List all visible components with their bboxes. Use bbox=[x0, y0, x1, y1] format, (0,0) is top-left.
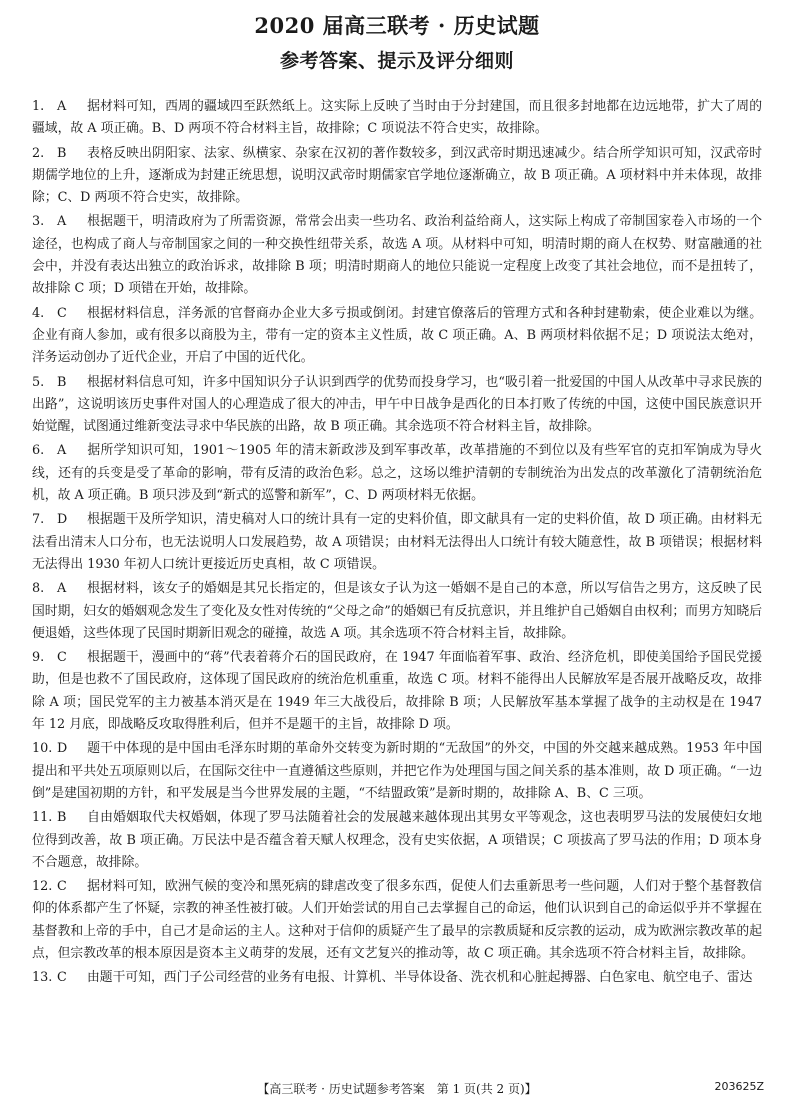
answer-letter: A bbox=[57, 99, 67, 114]
question-number: 10. bbox=[32, 741, 53, 757]
answer-explanation: 根据材料信息可知，许多中国知识分子认识到西学的优势而投身学习，也“吸引着一批爱国的中国人从改革中寻求民族的出路”，这说明该历史事件对国人的心理造成了很大的冲击，甲午中日战争是西化的日本打败了传统的中国，这使中国民族意识开始觉醒，试图通过维新变法寻求中华民族的出路，故 B 项正确。其余选项不符合材料主旨，故排除。 bbox=[32, 374, 762, 435]
footer-code: 203625Z bbox=[714, 1080, 764, 1093]
answer-letter: D bbox=[57, 512, 68, 528]
answer-letter: C bbox=[57, 970, 67, 986]
question-number: 11. bbox=[32, 810, 53, 826]
answer-explanation: 题干中体现的是中国由毛泽东时期的革命外交转变为新时期的“无敌国”的外交，中国的外交越来越成熟。1953 年中国提出和平共处五项原则以后，在国际交往中一直遵循这些原则，并把它作为处理国与国之间关系的基本准则，故 D 项正确。“一边倒”是建国初期的方针，和平发展是当今世界发展的主题，“不结盟政策”是新时期的，故排除 A、B、C 三项。 bbox=[32, 741, 762, 801]
answer-letter: C bbox=[57, 650, 67, 666]
answer-item bbox=[32, 509, 762, 576]
answer-item bbox=[32, 876, 762, 965]
question-number: 6. bbox=[32, 443, 45, 459]
answer-item bbox=[32, 96, 762, 141]
answer-explanation: 根据材料信息，洋务派的官督商办企业大多亏损或倒闭。封建官僚落后的管理方式和各种封建勒索，使企业难以为继。企业有商人参加，或有很多以商股为主，带有一定的资本主义性质，故 C 项正确。A、B 两项材料依据不足；D 项说法太绝对，洋务运动创办了近代企业，开启了中国的近代化。 bbox=[32, 305, 762, 366]
question-number: 12. bbox=[32, 879, 53, 895]
answer-item bbox=[32, 578, 762, 645]
answer-item bbox=[32, 211, 762, 300]
question-number: 9. bbox=[32, 650, 45, 666]
footer-page-info: 【高三联考 · 历史试题参考答案 第 1 页(共 2 页)】 bbox=[257, 1082, 537, 1096]
question-number: 3. bbox=[32, 214, 45, 230]
answer-explanation: 表格反映出阴阳家、法家、纵横家、杂家在汉初的著作数较多，到汉武帝时期迅速减少。结合所学知识可知，汉武帝时期儒学地位的上升，逐渐成为封建正统思想，说明汉武帝时期儒家官学地位逐渐确立，故 B 项正确。A 项材料中并未体现，故排除；C、D 两项不符合史实，故排除。 bbox=[32, 145, 762, 206]
answer-letter: C bbox=[57, 305, 67, 321]
question-number: 7. bbox=[32, 512, 45, 528]
answer-item bbox=[32, 303, 762, 370]
answer-item bbox=[32, 143, 762, 210]
answer-list bbox=[32, 96, 762, 992]
answer-explanation: 由题干可知，西门子公司经营的业务有电报、计算机、半导体设备、洗衣机和心脏起搏器、白色家电、航空电子、雷达 bbox=[87, 970, 753, 986]
answer-explanation: 自由婚姻取代夫权婚姻，体现了罗马法随着社会的发展越来越体现出其男女平等观念，这也表明罗马法的发展使妇女地位得到改善，故 B 项正确。万民法中是否蕴含着天赋人权理念，没有史实依据，A 项错误；C 项拔高了罗马法的作用；D 项本身不合题意，故排除。 bbox=[32, 810, 762, 870]
question-number: 8. bbox=[32, 581, 45, 597]
answer-item bbox=[32, 440, 762, 507]
question-number: 5. bbox=[32, 374, 45, 390]
answer-letter: A bbox=[57, 581, 67, 597]
answer-item bbox=[32, 967, 762, 989]
document-subtitle: 参考答案、提示及评分细则 bbox=[279, 50, 514, 72]
answer-item bbox=[32, 738, 762, 805]
answer-letter: B bbox=[57, 374, 67, 390]
answer-explanation: 据所学知识可知，1901～1905 年的清末新政涉及到军事改革，改革措施的不到位以及有些军官的克扣军饷成为导火线，还有的兵变是受了革命的影响，带有反清的政治色彩。总之，这场以维护清朝的专制统治为出发点的改革激化了清朝统治危机，故 A 项正确。B 项只涉及到“新式的巡警和新军”，C、D 两项材料无依据。 bbox=[32, 443, 762, 504]
answer-explanation: 据材料可知，西周的疆域四至跃然纸上。这实际上反映了当时由于分封建国，而且很多封地都在边远地带，扩大了周的疆域，故 A 项正确。B、D 两项不符合材料主旨，故排除；C 项说法不符合史实，故排除。 bbox=[32, 99, 762, 137]
question-number: 2. bbox=[32, 145, 45, 161]
answer-item bbox=[32, 807, 762, 874]
answer-explanation: 根据题干，漫画中的“蒋”代表着蒋介石的国民政府，在 1947 年面临着军事、政治、经济危机，即使美国给予国民党援助，但是也救不了国民政府，这体现了国民政府的统治危机重重，故选 C 项。材料不能得出人民解放军是否展开战略反攻，故排除 A 项；国民党军的主力被基本消灭是在 1949 年三大战役后，故排除 B 项；人民解放军基本掌握了战争的主动权是在 1947 年 12 月底，即战略反攻取得胜利后，但并不是题干的主旨，故排除 D 项。 bbox=[32, 650, 762, 733]
answer-letter: B bbox=[57, 145, 67, 161]
answer-letter: D bbox=[57, 741, 68, 757]
answer-explanation: 根据材料，该女子的婚姻是其兄长指定的，但是该女子认为这一婚姻不是自己的本意，所以写信告之男方，这反映了民国时期，妇女的婚姻观念发生了变化及女性对传统的“父母之命”的婚姻已有反抗意识，并且维护自己婚姻自由权利；而男方知晓后便退婚，这些体现了民国时期新旧观念的碰撞，故选 A 项。其余选项不符合材料主旨，故排除。 bbox=[32, 581, 762, 641]
answer-item bbox=[32, 372, 762, 439]
answer-explanation: 根据题干，明清政府为了所需资源，常常会出卖一些功名、政治利益给商人，这实际上构成了帝制国家卷入市场的一个途径，也构成了商人与帝制国家之间的一种交换性纽带关系，故选 A 项。从材料中可知，明清时期的商人在权势、财富融通的社会中，并没有表达出独立的政治诉求，故排除 B 项；明清时期商人的地位只能说一定程度上改变了其社会地位，而不是扭转了，故排除 C 项；D 项错在开始，故排除。 bbox=[32, 214, 762, 297]
answer-item bbox=[32, 647, 762, 736]
answer-letter: A bbox=[57, 443, 67, 459]
answer-explanation: 据材料可知，欧洲气候的变冷和黑死病的肆虐改变了很多东西，促使人们去重新思考一些问题，人们对于整个基督教信仰的体系都产生了怀疑，宗教的神圣性被打破。人们开始尝试的用自己去掌握自己的命运，他们认识到自己的命运似乎并不掌握在基督教和上帝的手中，自己才是命运的主人。这种对于信仰的质疑产生了最早的宗教质疑和反宗教的运动，成为欧洲宗教改革的起点，但宗教改革的根本原因是资本主义萌芽的发展，还有文艺复兴的推动等，故 C 项正确。其余选项不符合材料主旨，故排除。 bbox=[32, 879, 762, 961]
document-title: 2020 届高三联考 · 历史试题 bbox=[254, 13, 540, 38]
answer-letter: B bbox=[57, 810, 67, 826]
answer-letter: C bbox=[57, 879, 67, 895]
question-number: 13. bbox=[32, 970, 53, 986]
answer-explanation: 根据题干及所学知识，清史稿对人口的统计具有一定的史料价值，即文献具有一定的史料价值，故 D 项正确。由材料无法看出清末人口分布，也无法说明人口发展趋势，故 A 项错误；由材料无法得出人口统计有较大随意性，故 B 项错误；根据材料无法得出 1930 年初人口统计更接近历史真相，故 C 项错误。 bbox=[32, 512, 762, 572]
answer-letter: A bbox=[57, 214, 67, 230]
question-number: 4. bbox=[32, 305, 45, 321]
question-number: 1. bbox=[32, 99, 45, 114]
